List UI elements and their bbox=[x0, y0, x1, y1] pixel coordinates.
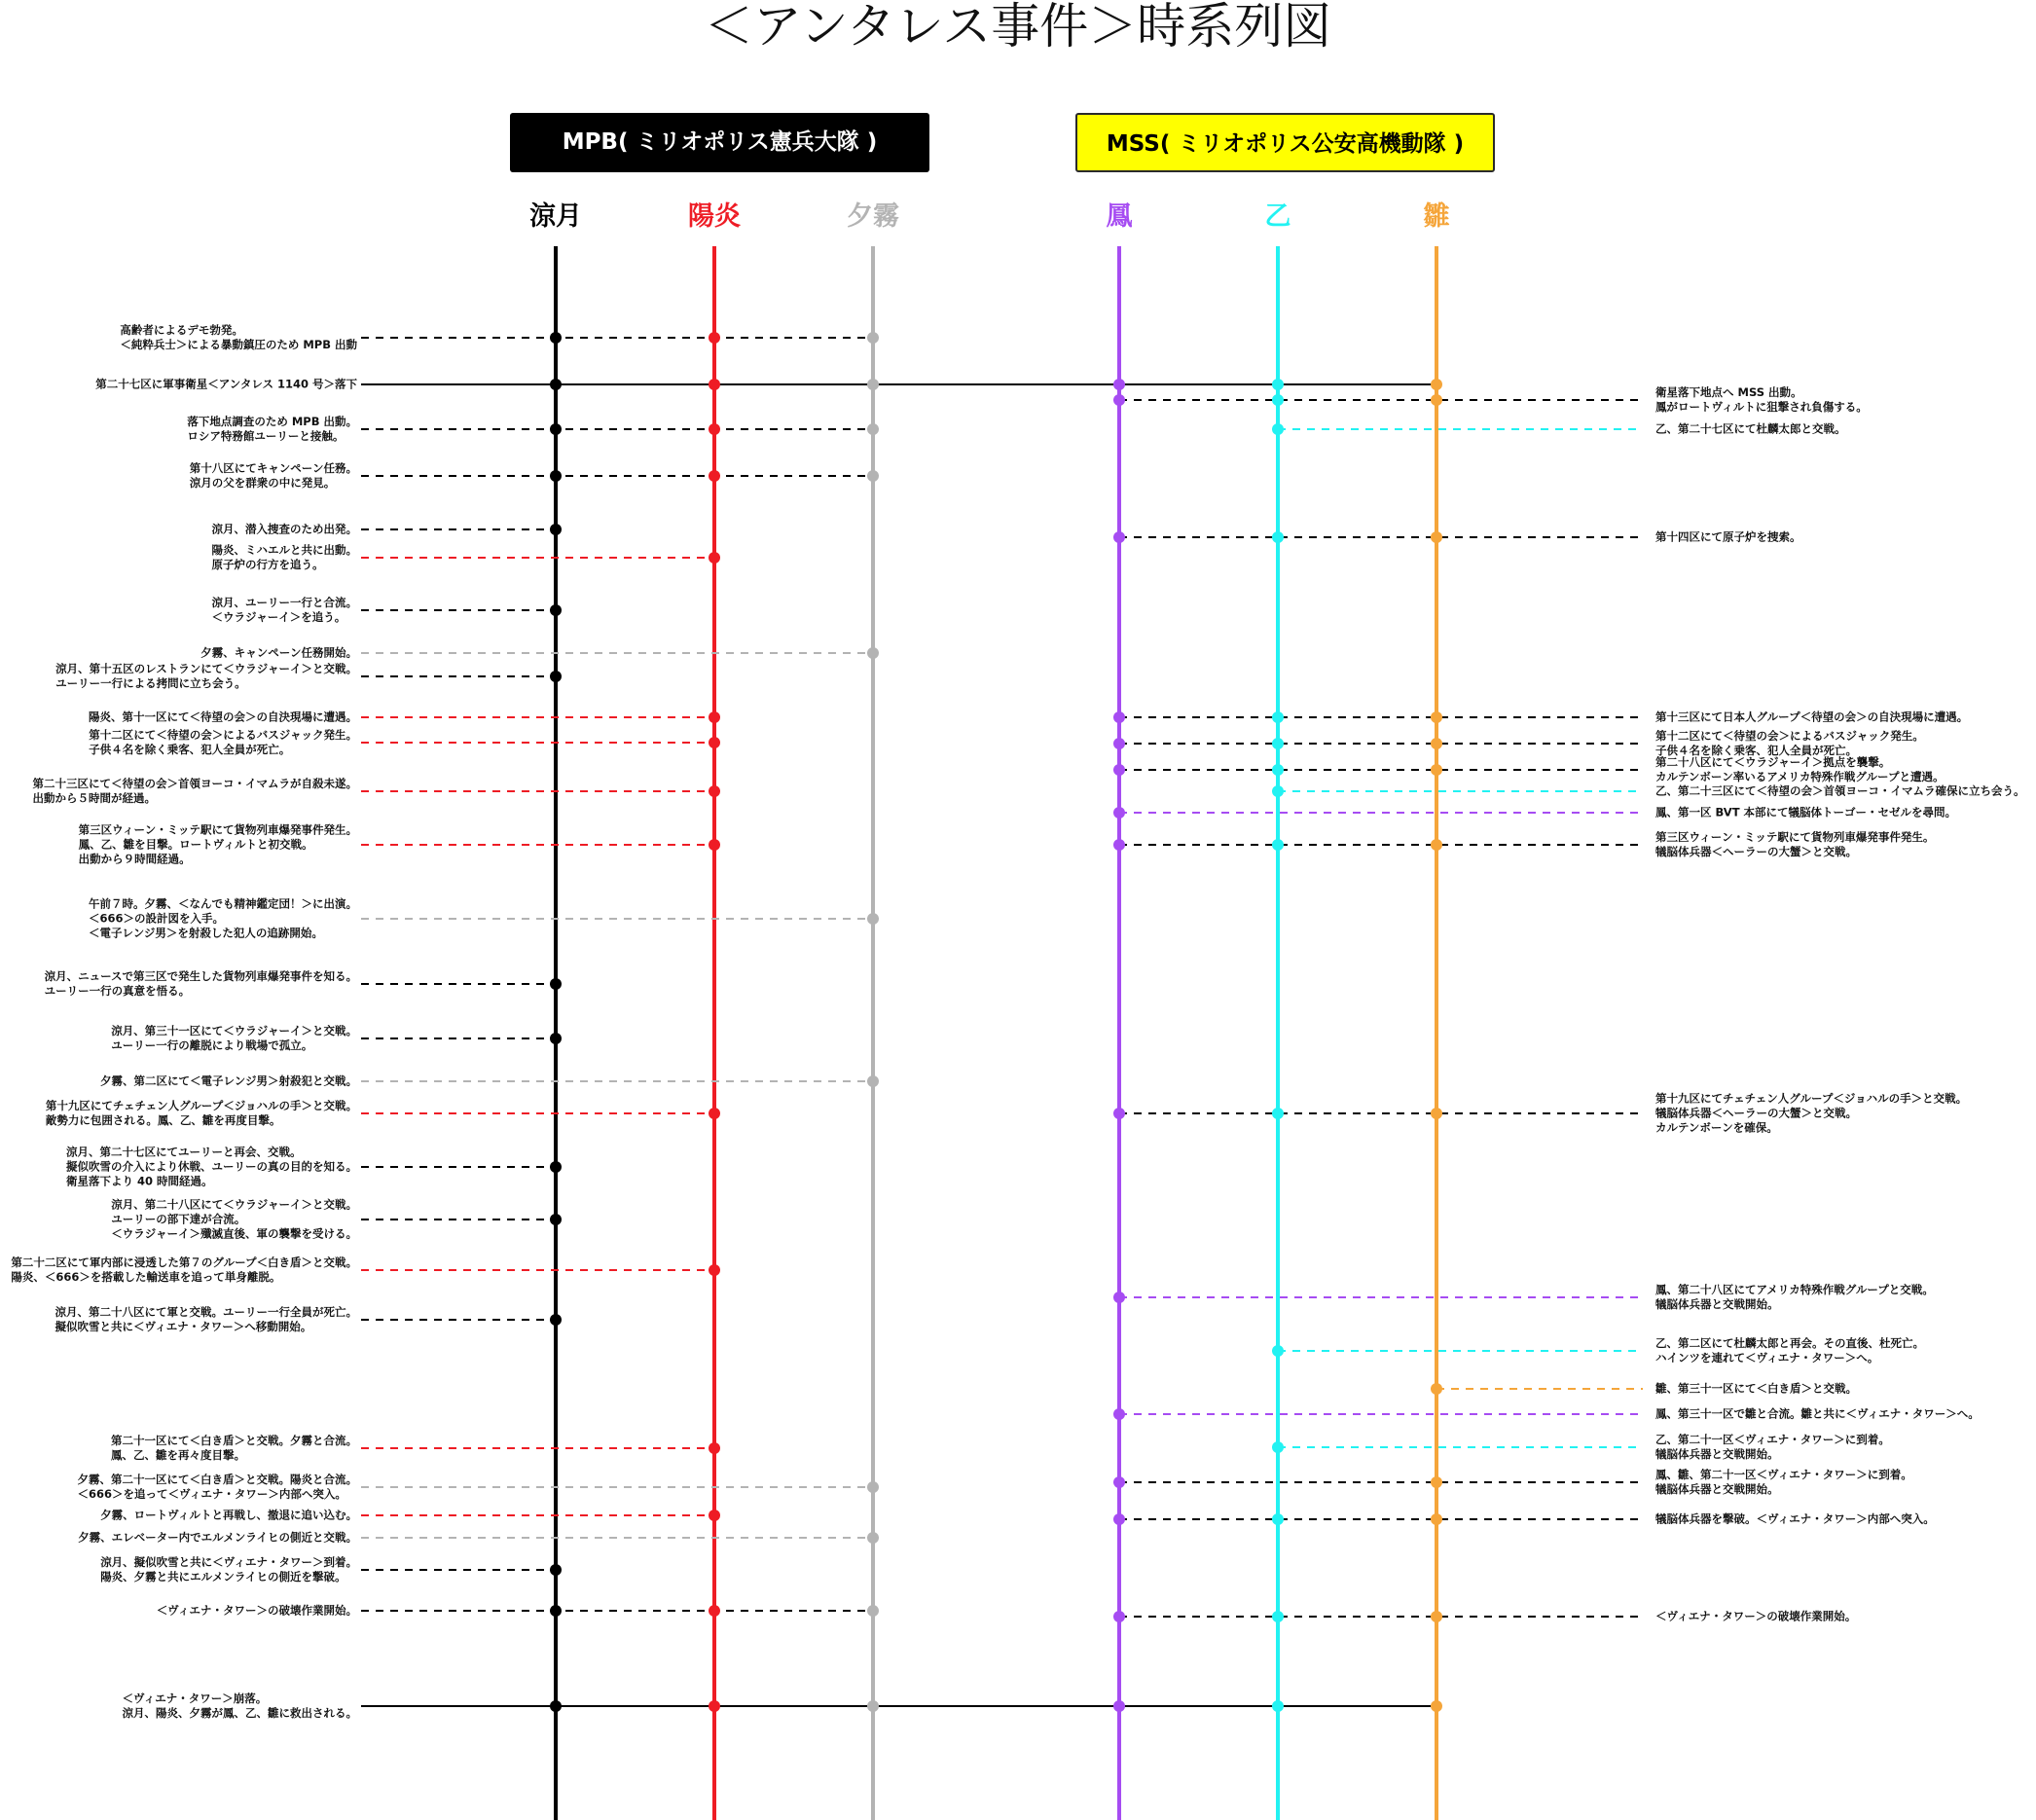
event-label bbox=[1655, 806, 1956, 820]
event-label-line: 第二十八区にて＜ウラジャーイ＞拠点を襲撃。 bbox=[1655, 755, 1891, 769]
event-label-line: 陽炎、第十一区にて＜待望の会＞の自決現場に遭遇。 bbox=[89, 710, 357, 724]
event-label-line: ロシア特務館ユーリーと接触。 bbox=[187, 429, 345, 443]
event-label bbox=[187, 415, 357, 444]
event-label bbox=[1655, 1512, 1935, 1527]
event-label-line: 夕霧、第二区にて＜電子レンジ男＞射殺犯と交戦。 bbox=[100, 1074, 357, 1088]
event-label-line: 第十九区にてチェチェン人グループ＜ジョハルの手＞と交戦。 bbox=[1655, 1091, 1968, 1106]
event-label bbox=[78, 1531, 357, 1546]
event-label bbox=[78, 1473, 358, 1502]
event-label-line: 夕霧、ロートヴィルトと再戦し、撤退に追い込む。 bbox=[100, 1508, 357, 1522]
event-label-line: 涼月、潜入捜査のため出発。 bbox=[211, 522, 357, 536]
event-label bbox=[123, 1692, 358, 1721]
event-label-line: 雛、第三十一区にて＜白き盾＞と交戦。 bbox=[1655, 1381, 1857, 1396]
group-header-mpb: MPB( ミリオポリス憲兵大隊 ) bbox=[510, 113, 929, 172]
event-label bbox=[33, 777, 358, 806]
event-label-line: 鳳がロートヴィルトに狙撃され負傷する。 bbox=[1655, 400, 1868, 414]
event-label-line: 落下地点調査のため MPB 出動。 bbox=[187, 415, 357, 428]
event-label-line: 犠脳体兵器と交戦開始。 bbox=[1655, 1297, 1779, 1311]
event-label-line: 乙、第二区にて杜麟太郎と再会。その直後、杜死亡。 bbox=[1655, 1336, 1924, 1350]
event-label bbox=[157, 1604, 357, 1619]
event-label-line: 涼月の父を群衆の中に発見。 bbox=[189, 476, 336, 490]
event-label-line: ＜ヴィエナ・タワー＞の破壊作業開始。 bbox=[1655, 1609, 1857, 1623]
event-label bbox=[89, 897, 357, 941]
event-label-line: 犠脳体兵器＜ヘーラーの大蟹＞と交戦。 bbox=[1655, 845, 1857, 858]
event-label bbox=[1655, 1336, 1924, 1365]
event-label bbox=[1655, 1468, 1912, 1497]
column-label-ootori: 鳳 bbox=[1106, 201, 1133, 232]
event-label bbox=[212, 523, 358, 537]
event-label-line: 子供４名を除く乗客、犯人全員が死亡。 bbox=[89, 743, 291, 756]
event-label bbox=[79, 823, 357, 867]
event-label-line: ＜ヴィエナ・タワー＞の破壊作業開始。 bbox=[156, 1603, 357, 1618]
event-label-line: 出動から９時間経過。 bbox=[78, 852, 191, 866]
event-label-line: 第三区ウィーン・ミッテ駅にて貨物列車爆発事件発生。 bbox=[78, 822, 357, 837]
event-label bbox=[100, 1509, 357, 1523]
event-label bbox=[66, 1146, 357, 1189]
event-label-line: 第二十一区にて＜白き盾＞と交戦。夕霧と合流。 bbox=[111, 1434, 357, 1447]
event-label-line: 第十三区にて日本人グループ＜待望の会＞の自決現場に遭遇。 bbox=[1655, 710, 1969, 724]
event-label-line: 鳳、乙、雛を目撃。ロートヴィルトと初交戦。 bbox=[78, 837, 313, 852]
event-label bbox=[1655, 1407, 1980, 1422]
event-label-line: 犠脳体兵器＜ヘーラーの大蟹＞と交戦。 bbox=[1655, 1106, 1857, 1120]
event-label-line: カルテンボーンを確保。 bbox=[1655, 1120, 1778, 1135]
event-label-line: 涼月、擬似吹雪と共に＜ヴィエナ・タワー＞到着。 bbox=[100, 1555, 357, 1569]
event-label-line: 衛星落下より 40 時間経過。 bbox=[66, 1174, 213, 1188]
event-label bbox=[89, 728, 357, 757]
event-label-line: ハインツを連れて＜ヴィエナ・タワー＞へ。 bbox=[1655, 1351, 1879, 1365]
event-label-line: 第十九区にてチェチェン人グループ＜ジョハルの手＞と交戦。 bbox=[45, 1099, 357, 1112]
event-label bbox=[1655, 784, 2025, 799]
event-label bbox=[1655, 1382, 1857, 1397]
event-label bbox=[1655, 710, 1968, 725]
event-label-line: 第十二区にて＜待望の会＞によるバスジャック発生。 bbox=[89, 728, 357, 742]
column-label-kagerou: 陽炎 bbox=[688, 201, 741, 232]
event-label-line: ＜ヴィエナ・タワー＞崩落。 bbox=[122, 1692, 268, 1705]
event-label-line: 夕霧、エレベーター内でエルメンライヒの側近と交戦。 bbox=[78, 1530, 357, 1545]
event-label-line: 乙、第二十三区にて＜待望の会＞首領ヨーコ・イマムラ確保に立ち会う。 bbox=[1655, 783, 2025, 798]
event-label bbox=[1655, 729, 1924, 758]
group-header-mss: MSS( ミリオポリス公安高機動隊 ) bbox=[1075, 113, 1495, 172]
event-label-line: 涼月、第十五区のレストランにて＜ウラジャーイ＞と交戦。 bbox=[55, 662, 357, 675]
event-label-line: 夕霧、第二十一区にて＜白き盾＞と交戦。陽炎と合流。 bbox=[77, 1473, 357, 1486]
event-label-line: 午前７時。夕霧、＜なんでも精神鑑定団！＞に出演。 bbox=[89, 896, 357, 911]
event-label-line: 第十八区にてキャンペーン任務。 bbox=[189, 461, 357, 475]
event-label bbox=[190, 461, 357, 491]
column-label-otsu: 乙 bbox=[1264, 201, 1291, 232]
event-label bbox=[1655, 755, 1944, 784]
event-label-line: 鳳、乙、雛を再々度目撃。 bbox=[111, 1448, 245, 1462]
event-label bbox=[1655, 422, 1846, 437]
event-label bbox=[111, 1434, 357, 1463]
event-label-line: 涼月、第三十一区にて＜ウラジャーイ＞と交戦。 bbox=[111, 1024, 357, 1037]
event-label-line: ユーリー一行による拷問に立ち会う。 bbox=[55, 676, 246, 690]
event-label-line: 涼月、陽炎、夕霧が鳳、乙、雛に救出される。 bbox=[122, 1706, 357, 1720]
event-label-line: ユーリーの部下達が合流。 bbox=[111, 1212, 246, 1226]
column-label-suzutsuki: 涼月 bbox=[529, 201, 582, 232]
event-label bbox=[95, 378, 357, 392]
event-label-line: ＜666＞の設計図を入手。 bbox=[89, 911, 225, 926]
event-label-line: カルテンボーン率いるアメリカ特殊作戦グループと遭遇。 bbox=[1655, 770, 1945, 783]
event-label-line: ユーリー一行の離脱により戦場で孤立。 bbox=[111, 1038, 313, 1052]
event-label-line: 鳳、第三十一区で雛と合流。雛と共に＜ヴィエナ・タワー＞へ。 bbox=[1655, 1406, 1980, 1421]
event-label-line: 衛星落下地点へ MSS 出動。 bbox=[1655, 385, 1802, 399]
event-label-line: 涼月、ユーリー一行と合流。 bbox=[211, 596, 357, 609]
event-label bbox=[1655, 1092, 1967, 1136]
event-label-line: 犠脳体兵器と交戦開始。 bbox=[1655, 1447, 1779, 1461]
event-label bbox=[1655, 385, 1868, 415]
event-label-line: 夕霧、キャンペーン任務開始。 bbox=[200, 645, 357, 660]
event-label bbox=[1655, 1610, 1856, 1624]
event-label-line: 鳳、第二十八区にてアメリカ特殊作戦グループと交戦。 bbox=[1655, 1283, 1934, 1296]
event-label bbox=[46, 1099, 357, 1128]
event-label-line: 陽炎、＜666＞を搭載した輸送車を追って単身離脱。 bbox=[11, 1270, 281, 1284]
event-label bbox=[55, 1305, 358, 1334]
event-label-line: 出動から５時間が経過。 bbox=[32, 791, 156, 805]
event-label-line: ＜電子レンジ男＞を射殺した犯人の追跡開始。 bbox=[89, 926, 323, 940]
event-label-line: 乙、第二十七区にて杜麟太郎と交戦。 bbox=[1655, 421, 1846, 436]
event-label-line: ＜ウラジャーイ＞を追う。 bbox=[211, 610, 346, 624]
event-label-line: 第二十七区に軍事衛星＜アンタレス 1140 号＞落下 bbox=[95, 377, 357, 391]
event-label bbox=[111, 1024, 357, 1053]
event-label-line: 涼月、第二十七区にてユーリーと再会、交戦。 bbox=[66, 1145, 302, 1159]
event-label-line: 第二十三区にて＜待望の会＞首領ヨーコ・イマムラが自殺未遂。 bbox=[32, 777, 357, 790]
event-label bbox=[120, 323, 357, 352]
event-label-line: 高齢者によるデモ勃発。 bbox=[120, 323, 243, 337]
event-label-line: 鳳、第一区 BVT 本部にて犠脳体トーゴー・セゼルを尋問。 bbox=[1655, 805, 1957, 819]
event-label bbox=[1655, 830, 1934, 859]
event-label-line: 第二十二区にて軍内部に浸透した第７のグループ＜白き盾＞と交戦。 bbox=[11, 1256, 357, 1269]
event-label-line: ＜666＞を追って＜ヴィエナ・タワー＞内部へ突入。 bbox=[77, 1487, 346, 1501]
event-label-line: 子供４名を除く乗客、犯人全員が死亡。 bbox=[1655, 744, 1857, 757]
event-label-line: ＜ウラジャーイ＞殲滅直後、軍の襲撃を受ける。 bbox=[111, 1226, 357, 1241]
event-label-line: 乙、第二十一区＜ヴィエナ・タワー＞に到着。 bbox=[1655, 1433, 1890, 1446]
column-label-yuugiri: 夕霧 bbox=[847, 201, 899, 232]
event-label bbox=[100, 1074, 357, 1089]
diagram-title: ＜アンタレス事件＞時系列図 bbox=[704, 0, 1332, 55]
event-label-line: 涼月、ニュースで第三区で発生した貨物列車爆発事件を知る。 bbox=[44, 969, 357, 983]
event-label-line: 擬似吹雪の介入により休戦、ユーリーの真の目的を知る。 bbox=[66, 1159, 357, 1174]
event-label bbox=[111, 1198, 357, 1242]
event-label-line: 第十二区にて＜待望の会＞によるバスジャック発生。 bbox=[1655, 729, 1924, 743]
event-label bbox=[89, 710, 357, 725]
event-label-line: 第十四区にて原子炉を捜索。 bbox=[1655, 529, 1801, 544]
event-label-line: 鳳、雛、第二十一区＜ヴィエナ・タワー＞に到着。 bbox=[1655, 1468, 1912, 1481]
event-label-line: 原子炉の行方を追う。 bbox=[211, 558, 324, 571]
column-label-hina: 雛 bbox=[1423, 201, 1450, 232]
event-label-line: 涼月、第二十八区にて＜ウラジャーイ＞と交戦。 bbox=[111, 1197, 357, 1212]
event-label-line: 涼月、第二十八区にて軍と交戦。ユーリー一行全員が死亡。 bbox=[55, 1305, 357, 1319]
event-label bbox=[212, 596, 358, 625]
event-label-line: 敵勢力に包囲される。鳳、乙、雛を再度目撃。 bbox=[45, 1113, 281, 1127]
event-label-line: 陽炎、ミハエルと共に出動。 bbox=[211, 543, 357, 557]
event-label bbox=[55, 662, 357, 691]
event-label bbox=[45, 969, 357, 999]
event-label bbox=[1655, 530, 1801, 545]
event-label-line: 犠脳体兵器を撃破。＜ヴィエナ・タワー＞内部へ突入。 bbox=[1655, 1511, 1935, 1526]
event-label-line: 第三区ウィーン・ミッテ駅にて貨物列車爆発事件発生。 bbox=[1655, 830, 1935, 844]
event-label-line: ユーリー一行の真意を悟る。 bbox=[44, 984, 191, 998]
event-label bbox=[100, 1555, 357, 1584]
event-label bbox=[200, 646, 357, 661]
event-label bbox=[1655, 1433, 1890, 1462]
event-label-line: 犠脳体兵器と交戦開始。 bbox=[1655, 1482, 1779, 1496]
event-label bbox=[11, 1256, 357, 1285]
event-label-line: 擬似吹雪と共に＜ヴィエナ・タワー＞へ移動開始。 bbox=[55, 1320, 312, 1333]
event-label-line: ＜純粋兵士＞による暴動鎮圧のため MPB 出動 bbox=[120, 338, 357, 351]
event-label bbox=[212, 543, 358, 572]
event-label bbox=[1655, 1283, 1934, 1312]
event-label-line: 陽炎、夕霧と共にエルメンライヒの側近を撃破。 bbox=[100, 1570, 346, 1583]
